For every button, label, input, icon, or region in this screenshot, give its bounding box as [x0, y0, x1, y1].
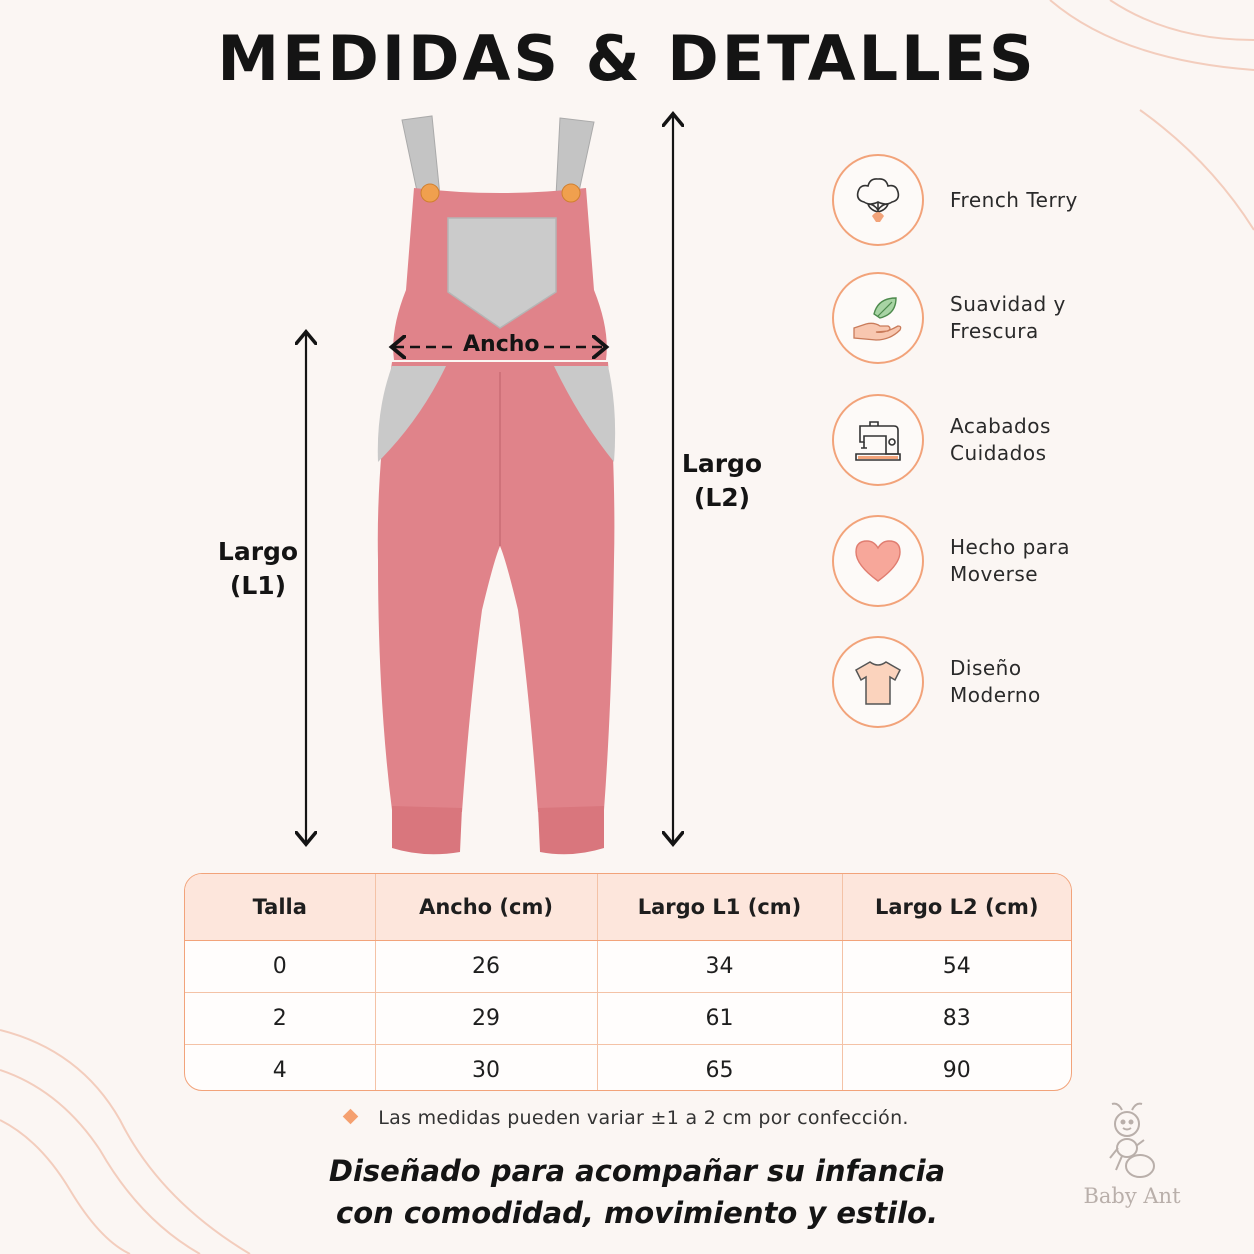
feature-label: Acabados	[950, 414, 1051, 438]
header-talla: Talla	[185, 874, 375, 941]
size-table	[184, 873, 1072, 1091]
feature-french-terry	[832, 154, 1212, 250]
cell-talla: 4	[185, 1045, 375, 1092]
tagline-line1: Diseñado para acompañar su infancia	[328, 1154, 946, 1188]
diamond-bullet-icon	[343, 1109, 359, 1125]
cell-ancho: 29	[375, 993, 597, 1045]
measurement-note	[0, 1107, 1254, 1129]
cell-largo-l2: 54	[842, 941, 1071, 993]
brand-logo	[1072, 1100, 1192, 1230]
largo-l1-line2: (L1)	[229, 571, 287, 600]
cell-largo-l1: 61	[597, 993, 842, 1045]
heart-icon	[832, 515, 924, 607]
feature-hecho-para-moverse	[832, 515, 1212, 611]
header-ancho: Ancho (cm)	[375, 874, 597, 941]
cell-largo-l1: 65	[597, 1045, 842, 1092]
cell-largo-l2: 90	[842, 1045, 1071, 1092]
largo-l1-label	[208, 535, 308, 603]
header-largo-l2: Largo L2 (cm)	[842, 874, 1071, 941]
table-row	[185, 941, 1071, 993]
ant-icon	[1072, 1100, 1192, 1190]
feature-label-2: Moderno	[950, 683, 1041, 707]
feature-text	[950, 515, 1210, 607]
feature-diseno-moderno	[832, 636, 1212, 732]
feature-label: Hecho para	[950, 535, 1071, 559]
feature-label: Diseño	[950, 656, 1022, 680]
largo-l2-line2: (L2)	[693, 483, 751, 512]
note-text: Las medidas pueden variar ±1 a 2 cm por confección.	[378, 1107, 909, 1129]
feature-text	[950, 394, 1210, 486]
tshirt-icon	[832, 636, 924, 728]
table-header-row	[185, 874, 1071, 941]
page-title: MEDIDAS & DETALLES	[217, 22, 1037, 95]
sewing-machine-icon	[832, 394, 924, 486]
brand-name: Baby Ant	[1083, 1184, 1181, 1208]
feature-acabados	[832, 394, 1212, 490]
cell-talla: 0	[185, 941, 375, 993]
header-largo-l1: Largo L1 (cm)	[597, 874, 842, 941]
ancho-label: Ancho	[463, 332, 540, 357]
cell-largo-l2: 83	[842, 993, 1071, 1045]
cell-ancho: 30	[375, 1045, 597, 1092]
cell-ancho: 26	[375, 941, 597, 993]
table-row	[185, 1045, 1071, 1092]
leaf-hand-icon	[832, 272, 924, 364]
cell-largo-l1: 34	[597, 941, 842, 993]
largo-l1-line1: Largo	[217, 537, 299, 566]
feature-label-2: Frescura	[950, 319, 1039, 343]
tagline-line2: con comodidad, movimiento y estilo.	[336, 1196, 938, 1230]
table-row	[185, 993, 1071, 1045]
feature-label-2: Moverse	[950, 562, 1039, 586]
largo-l2-label	[672, 447, 772, 515]
feature-label: French Terry	[950, 187, 1078, 212]
tagline	[0, 1150, 1254, 1234]
largo-l2-line1: Largo	[681, 449, 763, 478]
feature-label-2: Cuidados	[950, 441, 1047, 465]
feature-text	[950, 272, 1210, 364]
feature-text	[950, 154, 1210, 246]
feature-text	[950, 636, 1210, 728]
feature-label: Suavidad y	[950, 292, 1066, 316]
cotton-icon	[832, 154, 924, 246]
cell-talla: 2	[185, 993, 375, 1045]
feature-suavidad	[832, 272, 1212, 368]
